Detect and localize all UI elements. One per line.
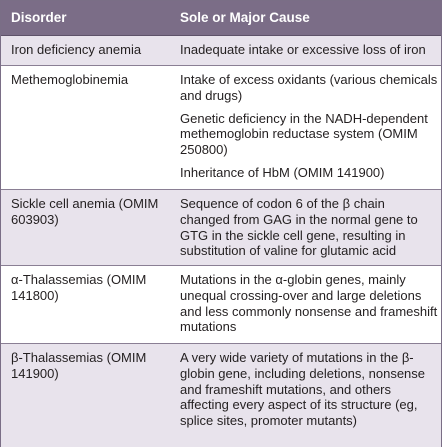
cause-text: Inheritance of HbM (OMIM 141900) <box>180 164 385 180</box>
cause-cell <box>180 72 438 181</box>
cause-text: Inadequate intake or excessive loss of iron <box>180 42 426 57</box>
cause-cell <box>180 350 438 429</box>
disorder-text: Sickle cell anemia (OMIM 603903) <box>11 196 159 227</box>
cause-cell <box>180 42 438 58</box>
disorder-cell <box>11 350 171 382</box>
cause-text: Mutations in the α-globin genes, mainly unequal crossing-over and large deletions and less commonly nonsense and frameshift mutations <box>180 272 438 335</box>
table-row <box>1 266 441 344</box>
disorder-cell <box>11 196 171 228</box>
disorder-text: β-Thalassemias (OMIM 141900) <box>11 350 147 381</box>
cause-text: A very wide variety of mutations in the β-globin gene, including deletions, nonsense and frameshift mutations, and others affecting every aspect of its structure (eg, splice sites, promoter mutants) <box>180 350 426 429</box>
table-row <box>1 36 441 66</box>
header-disorder: Disorder <box>11 10 67 25</box>
cause-text: Sequence of codon 6 of the β chain changed from GAG in the normal gene to GTG in the sickle cell gene, resulting in substitution of valine for glutamic acid <box>180 196 418 259</box>
table-row <box>1 190 441 266</box>
disorder-text: Methemoglobinemia <box>11 72 129 87</box>
disorder-text: Iron deficiency anemia <box>11 42 142 57</box>
table-row <box>1 344 441 447</box>
disorder-text: α-Thalassemias (OMIM 141800) <box>11 272 147 303</box>
cause-text: Genetic deficiency in the NADH-dependent methemoglobin reductase system (OMIM 250800) <box>180 110 428 158</box>
disorder-cell <box>11 42 171 58</box>
cause-cell <box>180 272 438 335</box>
cause-cell <box>180 196 438 259</box>
header-cause: Sole or Major Cause <box>180 10 310 25</box>
table-header <box>1 1 441 36</box>
cause-text: Intake of excess oxidants (various chemicals and drugs) <box>180 72 438 103</box>
disorder-cell <box>11 272 171 304</box>
disorder-cell <box>11 72 171 88</box>
table-row <box>1 66 441 190</box>
